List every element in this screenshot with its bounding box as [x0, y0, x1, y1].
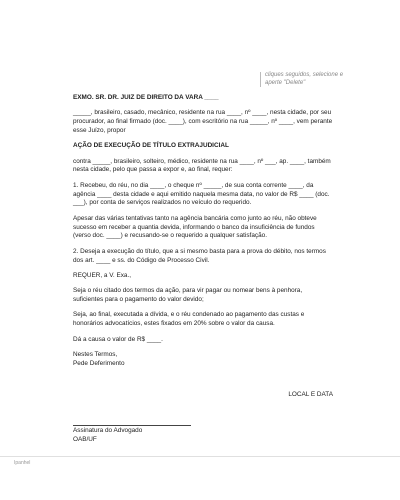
place-and-date: LOCAL E DATA — [288, 390, 333, 398]
instruction-note-text: cliques seguidos, selecione e aperte "Delete" — [265, 72, 344, 86]
petition-document — [73, 94, 333, 445]
signature-label: Assinatura do Advogado — [73, 427, 143, 435]
fact-paragraph-1: 1. Recebeu, do réu, no dia ____, o cheque nº _____, de sua conta corrente ____, da agência ____ desta cidade e aqui emitido naquela mesma data, no valor de R$ ____ (doc. ___), por conta de serviços realizados no veículo do requerido. — [73, 181, 330, 207]
request-item-2: Seja, ao final, executada a dívida, e o réu condenado ao pagamento das custas e honorários advocatícios, estes fixados em 20% sobre o valor da causa. — [73, 311, 305, 328]
signature-block — [73, 427, 333, 444]
footer-divider — [0, 456, 400, 457]
fact-paragraph-1b: Apesar das várias tentativas tanto na agência bancária como junto ao réu, não obteve sucesso em receber a quantia devida, informando o banco da insuficiência de fundos (verso doc. ____) e recusando-se o requerido a qualquer satisfação. — [73, 214, 317, 240]
case-value: Dá a causa o valor de R$ ____. — [73, 335, 163, 343]
instruction-note — [260, 72, 357, 87]
oab-label: OAB/UF — [73, 436, 97, 444]
footer-text: Ipanhel — [14, 460, 31, 466]
defendant-paragraph: contra _____, brasileiro, solteiro, médico, residente na rua ____, nº ___, ap. ____, também nesta cidade, pelo que passa a expor e, ao final, requer: — [73, 157, 331, 174]
request-item-1: Seja o réu citado dos termos da ação, para vir pagar ou nomear bens à penhora, suficientes para o pagamento do valor devido; — [73, 287, 303, 304]
plaintiff-paragraph: _____, brasileiro, casado, mecânico, residente na rua ____, nº ____, nesta cidade, por seu procurador, ao final firmado (doc. ____), com escritório na rua _____, nº ____, vem perante esse Juízo, propor — [73, 109, 333, 134]
fact-paragraph-2: 2. Deseja a execução do título, que a si mesmo basta para a prova do débito, nos termos dos art. ____ e ss. do Código de Processo Civil. — [73, 247, 326, 264]
action-title: AÇÃO DE EXECUÇÃO DE TÍTULO EXTRAJUDICIAL — [73, 142, 229, 150]
signature-line — [73, 425, 191, 426]
closing-block — [73, 351, 333, 369]
request-heading: REQUER, a V. Exa., — [73, 271, 132, 279]
court-heading: EXMO. SR. DR. JUIZ DE DIREITO DA VARA ____ — [73, 94, 219, 101]
closing-line-2: Pede Deferimento — [73, 359, 125, 367]
closing-line-1: Nestes Termos, — [73, 350, 118, 358]
